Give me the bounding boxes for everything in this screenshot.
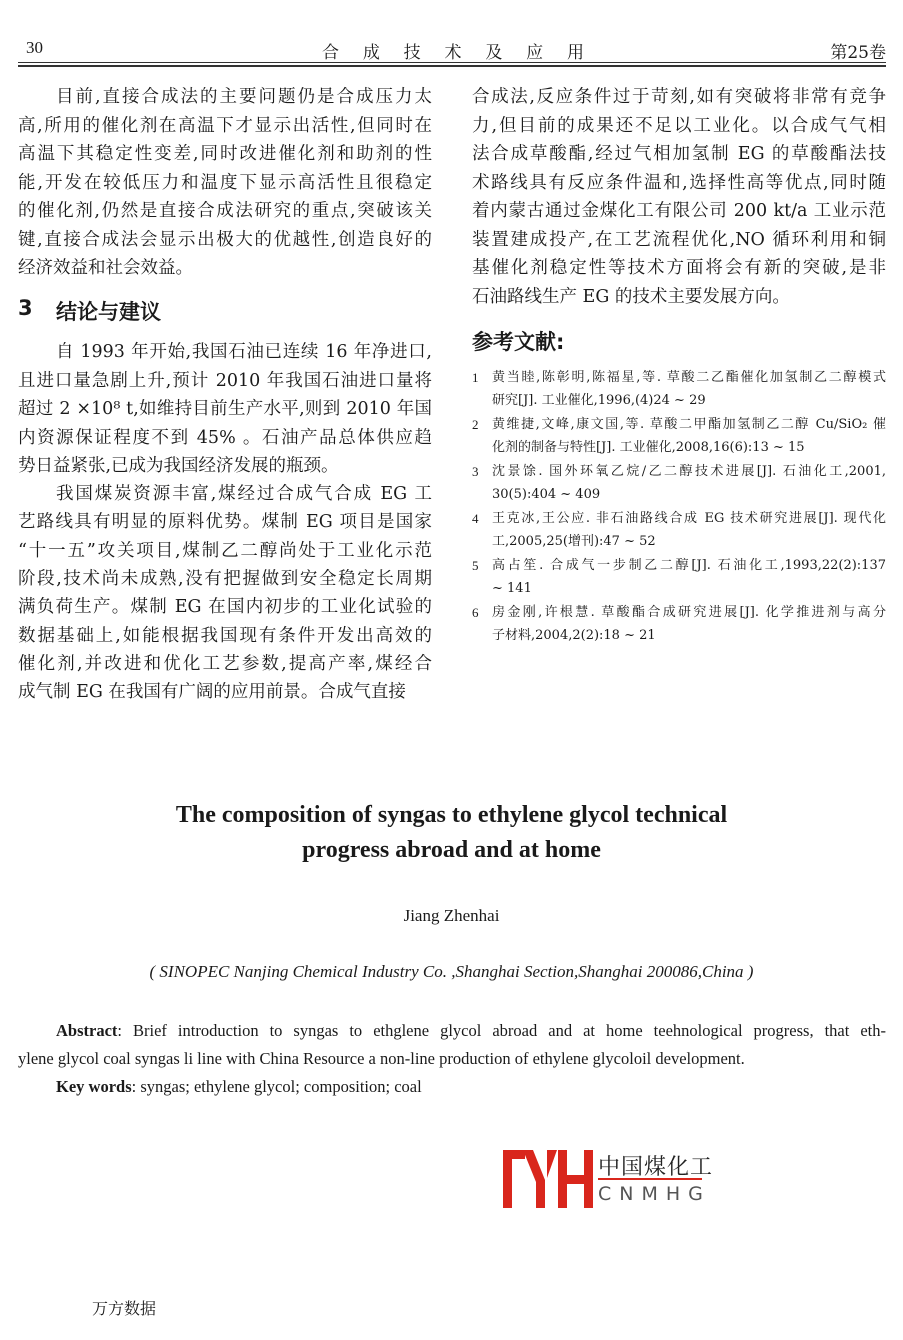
logo-cn-text: 中国煤化工 xyxy=(598,1155,714,1180)
keywords-text: : syngas; ethylene glycol; composition; coal xyxy=(131,1077,422,1096)
references-heading: 参考文献: xyxy=(472,330,565,354)
reference-line: 黄当睦,陈彰明,陈福星,等. 草酸二乙酯催化加氢制乙二醇模式 xyxy=(492,370,886,385)
reference-line: 研究[J]. 工业催化,1996,(4)24 ~ 29 xyxy=(492,393,706,408)
cnmhg-logo-mark xyxy=(503,1150,593,1208)
journal-title-char: 合 xyxy=(322,43,339,63)
reference-number: 6 xyxy=(472,605,479,620)
header-rule xyxy=(18,62,886,63)
body-text-line: 成气制 EG 在我国有广阔的应用前景。合成气直接 xyxy=(18,682,406,703)
english-title-line: The composition of syngas to ethylene glycol technical xyxy=(175,802,728,828)
reference-line: 房金刚,许根慧. 草酸酯合成研究进展[J]. 化学推进剂与高分 xyxy=(492,605,886,620)
body-text-line: 法合成草酸酯,经过气相加氢制 EG 的草酸酯法技 xyxy=(472,144,886,164)
page-number: 30 xyxy=(26,38,43,57)
reference-line: 化剂的制备与特性[J]. 工业催化,2008,16(6):13 ~ 15 xyxy=(492,440,805,455)
reference-line: 子材料,2004,2(2):18 ~ 21 xyxy=(492,628,656,643)
journal-title-char: 术 xyxy=(444,43,462,63)
body-text-line: 经济效益和社会效益。 xyxy=(18,258,193,278)
body-text-line: 催化剂,并改进和优化工艺参数,提高产率,煤经合 xyxy=(18,653,432,674)
section-title: 结论与建议 xyxy=(56,300,161,324)
body-text-line: 基催化剂稳定性等技术方面将会有新的突破,是非 xyxy=(472,258,886,278)
body-text-line: 合成法,反应条件过于苛刻,如有突破将非常有竞争 xyxy=(472,87,886,107)
body-text-line: “十一五”攻关项目,煤制乙二醇尚处于工业化示范 xyxy=(18,540,432,561)
journal-title-char: 应 xyxy=(526,43,544,63)
journal-title-char: 技 xyxy=(403,43,421,63)
body-text-line: 石油路线生产 EG 的技术主要发展方向。 xyxy=(472,286,790,307)
body-text-line: 目前,直接合成法的主要问题仍是合成压力太 xyxy=(56,87,432,107)
body-text-line: 高,所用的催化剂在高温下才显示出活性,但同时在 xyxy=(18,115,432,136)
body-text-line: 装置建成投产,在工艺流程优化,NO 循环利用和铜 xyxy=(472,229,886,250)
wanfang-watermark: 万方数据 xyxy=(92,1299,157,1318)
volume-label: 第25卷 xyxy=(830,43,886,63)
reference-line: ~ 141 xyxy=(492,581,532,596)
body-text-line: 自 1993 年开始,我国石油已连续 16 年净进口, xyxy=(56,342,432,362)
body-text-line: 的催化剂,仍然是直接合成法研究的重点,突破该关 xyxy=(18,201,432,221)
reference-number: 3 xyxy=(472,464,479,479)
header-rule xyxy=(18,65,886,67)
body-text-line: 我国煤炭资源丰富,煤经过合成气合成 EG 工 xyxy=(56,484,432,504)
body-text-line: 数据基础上,如能根据我国现有条件开发出高效的 xyxy=(18,625,432,646)
logo-en-text: CNMHG xyxy=(598,1183,711,1205)
abstract-line xyxy=(18,1020,886,1042)
body-text-line: 艺路线具有明显的原料优势。煤制 EG 项目是国家 xyxy=(18,512,432,533)
journal-title-char: 成 xyxy=(362,43,380,63)
body-text-line: 力,但目前的成果还不足以工业化。以合成气气相 xyxy=(472,115,886,136)
reference-number: 1 xyxy=(472,370,479,385)
reference-line: 30(5):404 ~ 409 xyxy=(492,487,601,502)
body-text-line: 势日益紧张,已成为我国经济发展的瓶颈。 xyxy=(18,456,339,476)
logo-divider xyxy=(598,1178,702,1180)
reference-number: 2 xyxy=(472,417,479,432)
body-text-line: 满负荷生产。煤制 EG 在国内初步的工业化试验的 xyxy=(18,597,432,618)
journal-title-char: 用 xyxy=(566,43,584,63)
body-text-line: 内资源保证程度不到 45% 。石油产品总体供应趋 xyxy=(18,427,432,448)
reference-line: 工,2005,25(增刊):47 ~ 52 xyxy=(492,534,656,549)
reference-number: 5 xyxy=(472,558,479,573)
body-text-line: 且进口量急剧上升,预计 2010 年我国石油进口量将 xyxy=(18,370,432,391)
journal-title-char: 及 xyxy=(485,43,503,63)
body-text-line: 键,直接合成法会显示出极大的优越性,创造良好的 xyxy=(18,229,432,250)
section-number: 3 xyxy=(18,296,33,320)
abstract-label: Abstract xyxy=(56,1021,118,1040)
keywords-label: Key words xyxy=(56,1077,132,1096)
abstract-line: ylene glycol coal syngas li line with China Resource a non-line production of ethylene glycoloil development. xyxy=(18,1049,745,1068)
body-text-line: 能,开发在较低压力和温度下显示高活性且很稳定 xyxy=(18,172,432,193)
reference-line: 沈景馀. 国外环氧乙烷/乙二醇技术进展[J]. 石油化工,2001, xyxy=(492,464,886,479)
body-text-line: 高温下其稳定性变差,同时改进催化剂和助剂的性 xyxy=(18,144,432,164)
reference-number: 4 xyxy=(472,511,479,526)
abstract-text: Brief introduction to syngas to ethglene glycol abroad and at home teehnological progress, that eth- xyxy=(133,1021,886,1040)
reference-line: 高占笙. 合成气一步制乙二醇[J]. 石油化工,1993,22(2):137 xyxy=(492,558,886,573)
author: Jiang Zhenhai xyxy=(403,906,500,925)
body-text-line: 着内蒙古通过金煤化工有限公司 200 kt/a 工业示范 xyxy=(472,201,886,221)
reference-line: 黄维捷,文峰,康文国,等. 草酸二甲酯加氢制乙二醇 Cu/SiO₂ 催 xyxy=(492,417,886,432)
body-text-line: 超过 2 ×10⁸ t,如维持目前生产水平,则到 2010 年国 xyxy=(18,399,432,419)
keywords-line xyxy=(18,1076,886,1098)
body-text-line: 阶段,技术尚未成熟,没有把握做到安全稳定长周期 xyxy=(18,568,432,589)
english-title-line: progress abroad and at home xyxy=(302,837,601,863)
abstract-sep: : xyxy=(117,1021,133,1040)
body-text-line: 术路线具有反应条件温和,选择性高等优点,同时随 xyxy=(472,172,886,193)
affiliation: ( SINOPEC Nanjing Chemical Industry Co. ,Shanghai Section,Shanghai 200086,China ) xyxy=(149,962,754,981)
journal-title xyxy=(322,38,584,63)
reference-line: 王克冰,王公应. 非石油路线合成 EG 技术研究进展[J]. 现代化 xyxy=(492,511,886,526)
